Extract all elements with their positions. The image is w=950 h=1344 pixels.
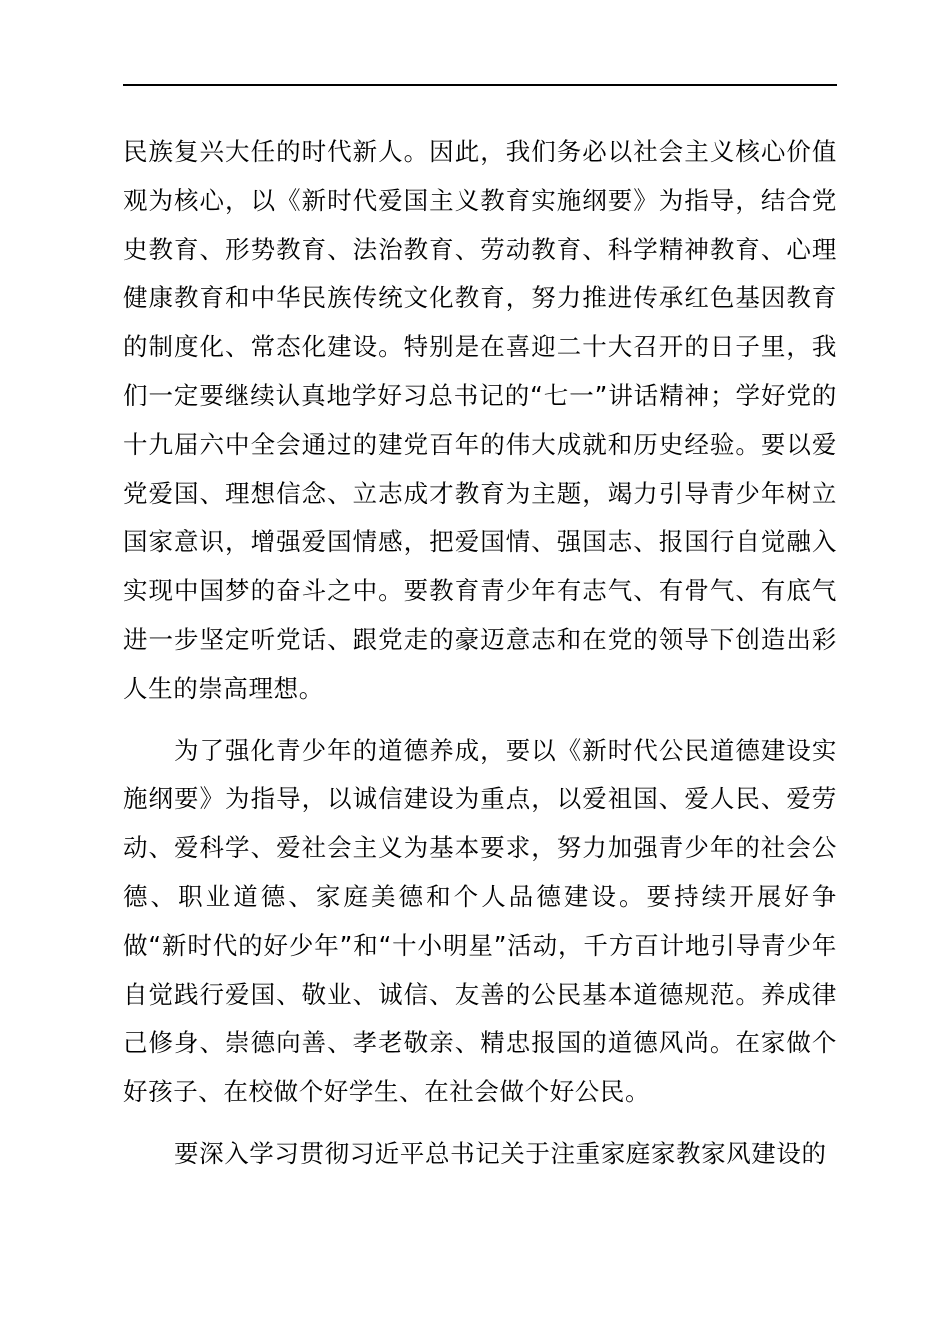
paragraph-continuation: 民族复兴大任的时代新人。因此，我们务必以社会主义核心价值观为核心，以《新时代爱国主义教育实施纲要》为指导，结合党史教育、形势教育、法治教育、劳动教育、科学精神教育、心理健康教育和中华民族传统文化教育，努力推进传承红色基因教育的制度化、常态化建设。特别是在喜迎二十大召开的日子里，我们一定要继续认真地学好习总书记的“七一”讲话精神；学好党的十九届六中全会通过的建党百年的伟大成就和历史经验。要以爱党爱国、理想信念、立志成才教育为主题，竭力引导青少年树立国家意识，增强爱国情感，把爱国情、强国志、报国行自觉融入实现中国梦的奋斗之中。要教育青少年有志气、有骨气、有底气进一步坚定听党话、跟党走的豪迈意志和在党的领导下创造出彩人生的崇高理想。 — [123, 137, 837, 703]
paragraph-family-education: 要深入学习贯彻习近平总书记关于注重家庭家教家风建设的 — [174, 1138, 827, 1168]
document-body — [123, 128, 837, 1179]
paragraph-moral-education: 为了强化青少年的道德养成，要以《新时代公民道德建设实施纲要》为指导，以诚信建设为重点，以爱祖国、爱人民、爱劳动、爱科学、爱社会主义为基本要求，努力加强青少年的社会公德、职业道德、家庭美德和个人品德建设。要持续开展好争做“新时代的好少年”和“十小明星”活动，千方百计地引导青少年自觉践行爱国、敬业、诚信、友善的公民基本道德规范。养成律己修身、崇德向善、孝老敬亲、精忠报国的道德风尚。在家做个好孩子、在校做个好学生、在社会做个好公民。 — [123, 735, 837, 1107]
header-rule — [123, 84, 837, 86]
